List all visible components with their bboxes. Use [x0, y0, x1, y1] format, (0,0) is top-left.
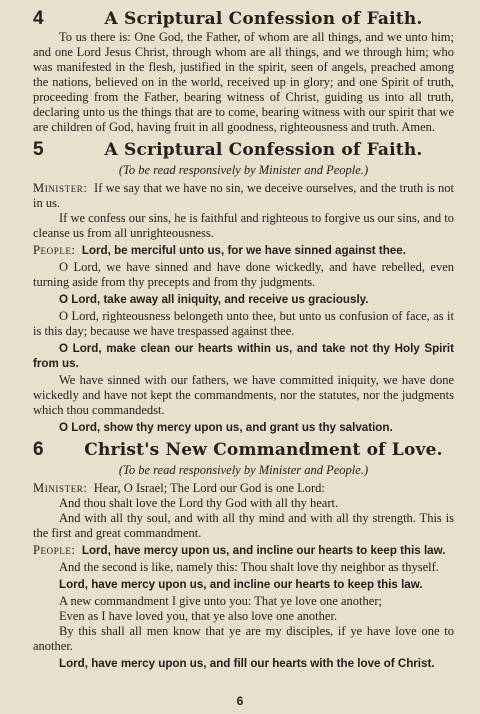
page-number: 6: [236, 694, 244, 708]
rubric: (To be read responsively by Minister and People.): [118, 463, 369, 477]
people-label: People:: [33, 543, 76, 557]
line-text: Lord, have mercy upon us, and incline our hearts to keep this law.: [81, 544, 446, 557]
minister-line: And with all thy soul, and with all thy mind and with all thy strength. This is the first and great commandment.: [33, 511, 454, 540]
minister-label: Minister:: [33, 181, 88, 195]
people-line: [33, 543, 454, 558]
minister-line: O Lord, we have sinned and have done wickedly, and have rebelled, even turning aside from thy precepts and from thy judgments.: [33, 260, 454, 289]
minister-line: By this shall all men know that ye are my disciples, if ye have love one to another.: [33, 624, 454, 653]
section-number: 4: [33, 8, 44, 29]
minister-line: We have sinned with our fathers, we have committed iniquity, we have done wickedly and have not kept the commandments, nor the statutes, nor the judgments which thou commandedst.: [33, 373, 454, 417]
minister-line: And thou shalt love the Lord thy God with all thy heart.: [59, 496, 339, 510]
minister-line: Even as I have loved you, that ye also love one another.: [59, 609, 338, 623]
section-6: [33, 439, 454, 671]
section-title: A Scriptural Confession of Faith.: [104, 140, 423, 160]
minister-line: [33, 181, 454, 211]
section-heading: [33, 439, 454, 461]
section-title: A Scriptural Confession of Faith.: [104, 9, 423, 29]
rubric: (To be read responsively by Minister and People.): [118, 163, 369, 177]
section-heading: [33, 8, 454, 30]
minister-line: A new commandment I give unto you: That ye love one another;: [59, 594, 382, 608]
line-text: If we say that we have no sin, we deceive ourselves, and the truth is not in us.: [33, 181, 454, 210]
section-5: [33, 139, 454, 435]
people-line: O Lord, take away all iniquity, and receive us graciously.: [59, 293, 369, 306]
section-number: 6: [33, 439, 44, 460]
line-text: Lord, be merciful unto us, for we have sinned against thee.: [81, 244, 406, 257]
minister-line: [33, 481, 454, 496]
confession-text: To us there is: One God, the Father, of whom are all things, and we unto him; and one Lord Jesus Christ, through whom are all things, and we through him; who was manifested in the flesh, justified in the spirit, seen of angels, preached among the nations, believed on in the world, received up in glory; and one Spirit of truth, proceeding from the Father, bearing witness of Christ, guiding us into all truth, declaring unto us the things that are to come, bearing witness with our spirit that we are children of God, having fruit in all goodness, righteousness and truth. Amen.: [33, 30, 454, 134]
people-line: Lord, have mercy upon us, and fill our hearts with the love of Christ.: [59, 657, 435, 670]
section-number: 5: [33, 139, 44, 160]
minister-line: If we confess our sins, he is faithful and righteous to forgive us our sins, and to cleanse us from all unrighteousness.: [33, 211, 454, 240]
people-label: People:: [33, 243, 76, 257]
minister-line: And the second is like, namely this: Thou shalt love thy neighbor as thyself.: [59, 560, 439, 574]
section-title: Christ's New Commandment of Love.: [84, 440, 443, 460]
line-text: Hear, O Israel; The Lord our God is one Lord:: [93, 481, 325, 495]
people-line: [33, 243, 454, 258]
minister-line: O Lord, righteousness belongeth unto thee, but unto us confusion of face, as it is this day; because we have trespassed against thee.: [33, 309, 454, 338]
people-line: Lord, have mercy upon us, and incline our hearts to keep this law.: [59, 578, 423, 591]
people-line: O Lord, make clean our hearts within us, and take not thy Holy Spirit from us.: [33, 342, 454, 370]
people-line: O Lord, show thy mercy upon us, and grant us thy salvation.: [59, 421, 393, 434]
section-heading: [33, 139, 454, 161]
minister-label: Minister:: [33, 481, 88, 495]
section-4: [33, 8, 454, 135]
